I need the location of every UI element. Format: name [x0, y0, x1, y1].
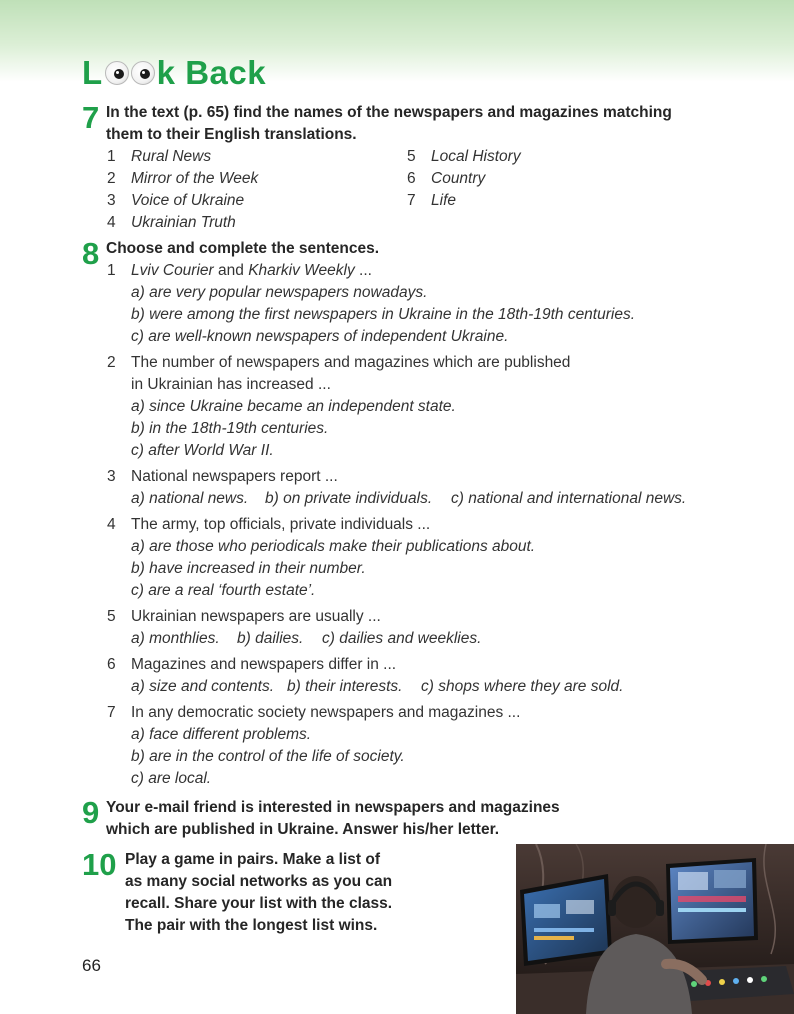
page-number: 66 [82, 956, 101, 975]
ex8-q4-option-b: b) have increased in their number. [131, 560, 366, 577]
ex8-q4-option-c: c) are a real ‘fourth estate’. [131, 582, 316, 599]
ex8-q2-option-a: a) since Ukraine became an independent state. [131, 398, 456, 415]
exercise-7-number: 7 [82, 100, 100, 135]
ex8-q5-option-a: a) monthlies. [131, 630, 220, 647]
right-eye-icon [131, 61, 155, 85]
ex7-item-7: 7 Life [407, 192, 456, 209]
ex7-item-3: 3 Voice of Ukraine [107, 192, 245, 209]
exercise-9-line2: which are published in Ukraine. Answer his/her letter. [106, 821, 500, 838]
exercise-10-line3: recall. Share your list with the class. [125, 895, 393, 912]
exercise-7-instruction-line1: In the text (p. 65) find the names of the newspapers and magazines matching [106, 104, 672, 121]
exercise-9-number: 9 [82, 795, 100, 830]
eyes-icon [105, 61, 155, 85]
ex8-q5-stem: 5 Ukrainian newspapers are usually ... [107, 608, 381, 625]
left-eye-icon [105, 61, 129, 85]
title-start: L [82, 54, 103, 91]
exercise-9-line1: Your e-mail friend is interested in newspapers and magazines [106, 799, 560, 816]
ex8-q5-option-b: b) dailies. [237, 630, 304, 647]
ex8-q6-option-a: a) size and contents. [131, 678, 275, 695]
ex8-q2-stem-line1: 2 The number of newspapers and magazines which are published [107, 354, 571, 371]
ex8-q5-option-c: c) dailies and weeklies. [322, 630, 482, 647]
exercise-8-number: 8 [82, 236, 100, 271]
ex7-item-6: 6 Country [407, 170, 486, 187]
ex8-q1-option-c: c) are well-known newspapers of independent Ukraine. [131, 328, 509, 345]
ex8-q6-stem: 6 Magazines and newspapers differ in ... [107, 656, 397, 673]
ex8-q3-option-a: a) national news. [131, 490, 249, 507]
exercise-8-instruction: Choose and complete the sentences. [106, 240, 380, 257]
ex8-q3-stem: 3 National newspapers report ... [107, 468, 338, 485]
exercise-7-instruction [106, 102, 672, 146]
ex8-q7-stem: 7 In any democratic society newspapers and magazines ... [107, 704, 521, 721]
studio-photo-illustration [516, 844, 794, 1014]
ex7-item-1: 1 Rural News [107, 148, 212, 165]
ex8-q2-option-c: c) after World War II. [131, 442, 274, 459]
ex8-q1-option-b: b) were among the first newspapers in Ukraine in the 18th-19th centuries. [131, 306, 636, 323]
ex8-q6-option-c: c) shops where they are sold. [421, 678, 624, 695]
exercise-10-instruction [125, 849, 392, 937]
ex8-q3-option-c: c) national and international news. [451, 490, 687, 507]
exercise-10-number: 10 [82, 847, 117, 882]
exercise-10-line4: The pair with the longest list wins. [125, 917, 378, 934]
page-title [82, 52, 266, 94]
ex8-q3-option-b: b) on private individuals. [265, 490, 433, 507]
ex7-item-2: 2 Mirror of the Week [107, 170, 259, 187]
studio-photo [516, 844, 794, 1014]
ex8-q4-option-a: a) are those who periodicals make their publications about. [131, 538, 536, 555]
exercise-10-line1: Play a game in pairs. Make a list of [125, 851, 380, 868]
ex7-item-5: 5 Local History [407, 148, 521, 165]
ex8-q2-stem-line2: in Ukrainian has increased ... [131, 376, 331, 393]
ex8-q1-stem: 1 Lviv Courier and Kharkiv Weekly ... [107, 262, 372, 279]
ex8-q1-option-a: a) are very popular newspapers nowadays. [131, 284, 428, 301]
exercise-7-instruction-line2: them to their English translations. [106, 126, 357, 143]
ex7-item-4: 4 Ukrainian Truth [107, 214, 236, 231]
ex8-q7-option-b: b) are in the control of the life of society. [131, 748, 405, 765]
ex8-q4-stem: 4 The army, top officials, private individuals ... [107, 516, 431, 533]
ex8-q2-option-b: b) in the 18th-19th centuries. [131, 420, 329, 437]
ex8-q6-option-b: b) their interests. [287, 678, 403, 695]
exercise-10-line2: as many social networks as you can [125, 873, 393, 890]
ex8-q7-option-c: c) are local. [131, 770, 212, 787]
title-end: k Back [156, 54, 267, 91]
exercise-9-instruction [106, 797, 560, 841]
ex8-q7-option-a: a) face different problems. [131, 726, 312, 743]
